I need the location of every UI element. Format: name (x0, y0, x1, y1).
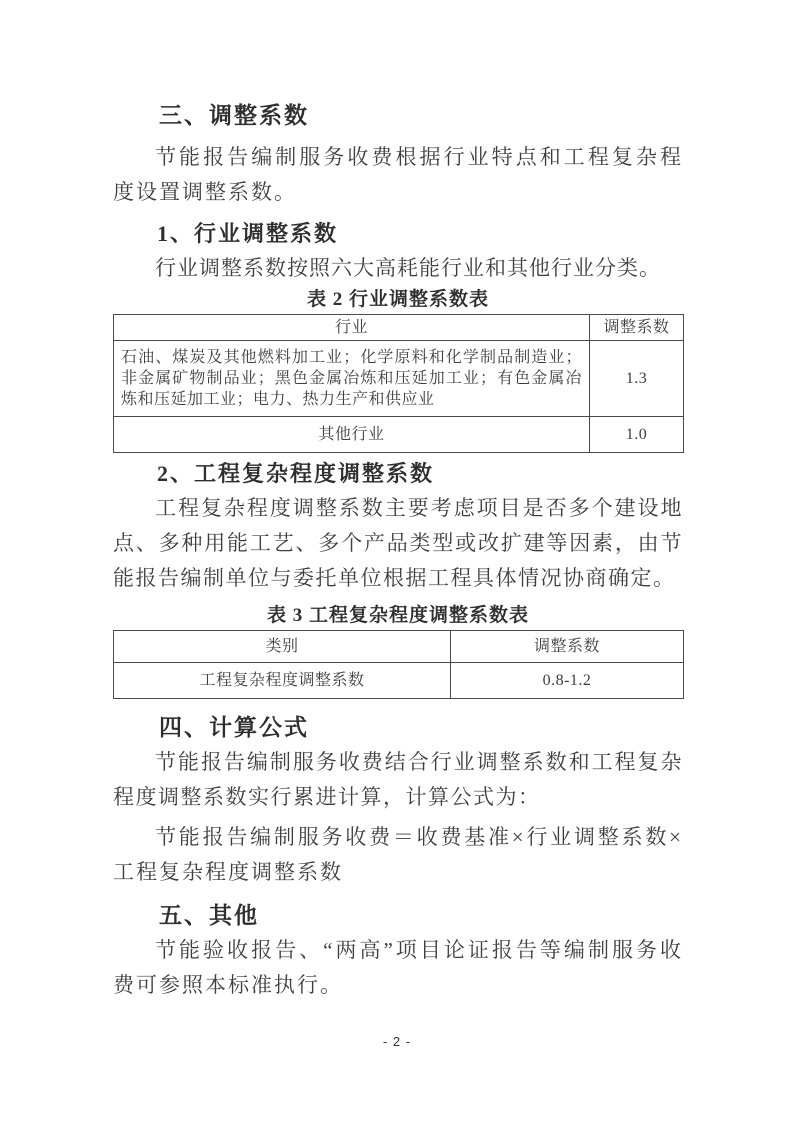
table3-caption: 表 3 工程复杂程度调整系数表 (266, 605, 529, 626)
page-number: - 2 - (382, 1034, 412, 1049)
para-section-3: 节能报告编制服务收费根据行业特点和工程复杂程度设置调整系数。 (113, 145, 683, 204)
table2-header-industry: 行业 (114, 315, 590, 341)
table3-header-row (114, 631, 684, 663)
table2-caption: 表 2 行业调整系数表 (306, 289, 489, 310)
table2-cell-industry-list: 石油、煤炭及其他燃料加工业；化学原料和化学制品制造业；非金属矿物制品业；黑色金属冶炼和压延加工业；有色金属冶炼和压延加工业；电力、热力生产和供应业 (114, 341, 590, 417)
para-sub-1: 行业调整系数按照六大高耗能行业和其他行业分类。 (155, 256, 661, 280)
table3-row-complexity (114, 663, 684, 699)
para-section-5: 节能验收报告、“两高”项目论证报告等编制服务收费可参照本标准执行。 (113, 938, 683, 997)
table3-cell-coefficient-range: 0.8-1.2 (451, 663, 684, 699)
industry-adjustment-coefficient-table (113, 314, 684, 453)
heading-section-3-adjustment-coefficients: 三、调整系数 (159, 103, 309, 128)
project-complexity-coefficient-table (113, 630, 684, 699)
table2-cell-coefficient-1-0: 1.0 (590, 417, 684, 453)
heading-sub-2-complexity-coefficient: 2、工程复杂程度调整系数 (157, 461, 435, 486)
table2-header-coefficient: 调整系数 (590, 315, 684, 341)
heading-section-4-calculation-formula: 四、计算公式 (159, 715, 309, 740)
table2-cell-other-industries: 其他行业 (114, 417, 590, 453)
formula-fee-calculation: 节能报告编制服务收费＝收费基准×行业调整系数×工程复杂程度调整系数 (113, 825, 683, 884)
table3-header-category: 类别 (114, 631, 451, 663)
table3-cell-category: 工程复杂程度调整系数 (114, 663, 451, 699)
document-content (113, 0, 683, 1003)
table2-row-high-energy-industries (114, 341, 684, 417)
para-section-4: 节能报告编制服务收费结合行业调整系数和工程复杂程度调整系数实行累进计算，计算公式为： (113, 750, 683, 809)
table2-cell-coefficient-1-3: 1.3 (590, 341, 684, 417)
heading-section-5-others: 五、其他 (159, 903, 259, 928)
para-sub-2: 工程复杂程度调整系数主要考虑项目是否多个建设地点、多种用能工艺、多个产品类型或改扩建等因素，由节能报告编制单位与委托单位根据工程具体情况协商确定。 (113, 496, 683, 590)
table2-header-row (114, 315, 684, 341)
table2-row-other-industries (114, 417, 684, 453)
table3-header-coefficient: 调整系数 (451, 631, 684, 663)
heading-sub-1-industry-coefficient: 1、行业调整系数 (157, 221, 339, 246)
